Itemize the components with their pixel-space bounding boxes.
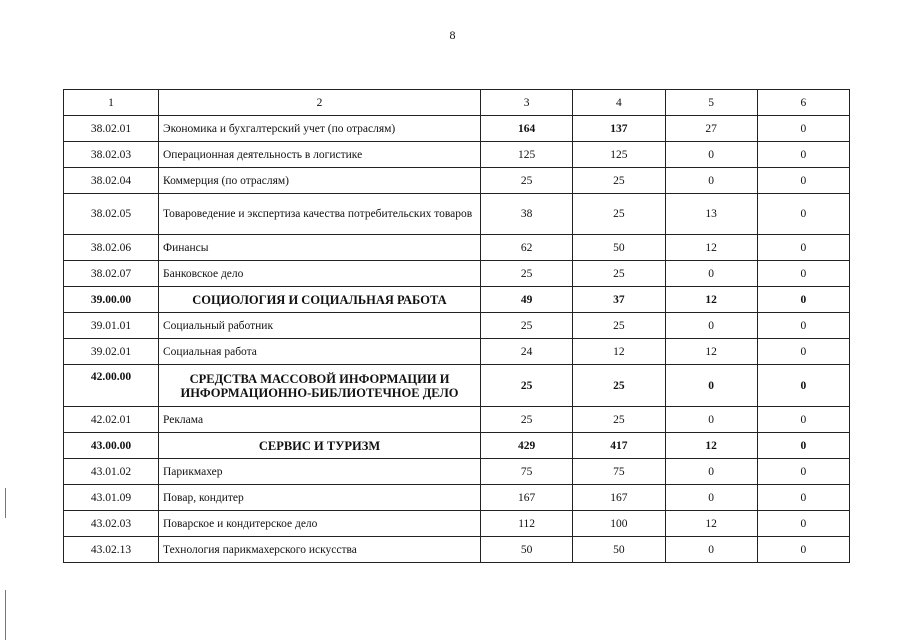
value-col-6: 0 xyxy=(757,459,849,485)
value-col-3: 24 xyxy=(481,339,573,365)
value-col-5: 13 xyxy=(665,194,757,235)
specialty-code: 38.02.01 xyxy=(64,116,159,142)
specialty-code: 38.02.03 xyxy=(64,142,159,168)
value-col-5: 0 xyxy=(665,142,757,168)
specialty-name: Технология парикмахерского искусства xyxy=(159,537,481,563)
table-row xyxy=(64,407,850,433)
specialty-code: 38.02.05 xyxy=(64,194,159,235)
table-row xyxy=(64,485,850,511)
value-col-6: 0 xyxy=(757,313,849,339)
value-col-6: 0 xyxy=(757,287,849,313)
value-col-4: 25 xyxy=(573,313,665,339)
specialty-name: Повар, кондитер xyxy=(159,485,481,511)
value-col-5: 12 xyxy=(665,433,757,459)
specialty-code: 39.01.01 xyxy=(64,313,159,339)
table-row xyxy=(64,194,850,235)
header-col-3: 3 xyxy=(481,90,573,116)
section-code: 42.00.00 xyxy=(64,365,159,407)
value-col-4: 37 xyxy=(573,287,665,313)
specialty-code: 39.02.01 xyxy=(64,339,159,365)
value-col-3: 125 xyxy=(481,142,573,168)
table-header-row xyxy=(64,90,850,116)
value-col-4: 100 xyxy=(573,511,665,537)
value-col-6: 0 xyxy=(757,511,849,537)
header-col-4: 4 xyxy=(573,90,665,116)
value-col-5: 0 xyxy=(665,365,757,407)
value-col-4: 25 xyxy=(573,194,665,235)
value-col-4: 50 xyxy=(573,235,665,261)
value-col-3: 112 xyxy=(481,511,573,537)
table-row xyxy=(64,339,850,365)
value-col-4: 50 xyxy=(573,537,665,563)
value-col-4: 25 xyxy=(573,407,665,433)
value-col-5: 0 xyxy=(665,407,757,433)
value-col-6: 0 xyxy=(757,116,849,142)
specialty-name: Операционная деятельность в логистике xyxy=(159,142,481,168)
header-col-2: 2 xyxy=(159,90,481,116)
value-col-6: 0 xyxy=(757,407,849,433)
value-col-3: 25 xyxy=(481,313,573,339)
specialty-name: Социальный работник xyxy=(159,313,481,339)
specialty-code: 43.01.09 xyxy=(64,485,159,511)
value-col-3: 25 xyxy=(481,365,573,407)
value-col-4: 25 xyxy=(573,261,665,287)
specialty-name: Реклама xyxy=(159,407,481,433)
value-col-5: 0 xyxy=(665,459,757,485)
section-code: 39.00.00 xyxy=(64,287,159,313)
value-col-3: 429 xyxy=(481,433,573,459)
specialty-name: Товароведение и экспертиза качества потребительских товаров xyxy=(159,194,481,235)
specialty-code: 43.02.03 xyxy=(64,511,159,537)
value-col-6: 0 xyxy=(757,142,849,168)
specialty-code: 38.02.04 xyxy=(64,168,159,194)
table-row xyxy=(64,116,850,142)
table-row xyxy=(64,511,850,537)
value-col-3: 25 xyxy=(481,168,573,194)
header-col-6: 6 xyxy=(757,90,849,116)
value-col-4: 417 xyxy=(573,433,665,459)
value-col-6: 0 xyxy=(757,194,849,235)
value-col-3: 50 xyxy=(481,537,573,563)
value-col-5: 12 xyxy=(665,287,757,313)
value-col-3: 38 xyxy=(481,194,573,235)
margin-mark xyxy=(5,590,6,640)
table-row xyxy=(64,537,850,563)
specialty-name: Парикмахер xyxy=(159,459,481,485)
section-row xyxy=(64,433,850,459)
value-col-4: 167 xyxy=(573,485,665,511)
margin-mark xyxy=(5,488,6,518)
value-col-3: 25 xyxy=(481,261,573,287)
value-col-4: 25 xyxy=(573,168,665,194)
value-col-5: 0 xyxy=(665,313,757,339)
value-col-4: 125 xyxy=(573,142,665,168)
value-col-6: 0 xyxy=(757,168,849,194)
value-col-5: 12 xyxy=(665,339,757,365)
table-row xyxy=(64,261,850,287)
allocation-table xyxy=(63,89,850,563)
value-col-5: 12 xyxy=(665,511,757,537)
value-col-5: 0 xyxy=(665,261,757,287)
specialty-name: Коммерция (по отраслям) xyxy=(159,168,481,194)
table-row xyxy=(64,313,850,339)
specialty-code: 42.02.01 xyxy=(64,407,159,433)
table-row xyxy=(64,168,850,194)
specialty-code: 38.02.07 xyxy=(64,261,159,287)
section-name: СЕРВИС И ТУРИЗМ xyxy=(159,433,481,459)
value-col-3: 167 xyxy=(481,485,573,511)
value-col-4: 75 xyxy=(573,459,665,485)
specialty-code: 43.02.13 xyxy=(64,537,159,563)
header-col-5: 5 xyxy=(665,90,757,116)
table-row xyxy=(64,235,850,261)
value-col-5: 0 xyxy=(665,485,757,511)
value-col-3: 25 xyxy=(481,407,573,433)
header-col-1: 1 xyxy=(64,90,159,116)
value-col-3: 49 xyxy=(481,287,573,313)
section-row xyxy=(64,365,850,407)
specialty-name: Финансы xyxy=(159,235,481,261)
page-number: 8 xyxy=(449,28,456,42)
value-col-3: 164 xyxy=(481,116,573,142)
value-col-3: 62 xyxy=(481,235,573,261)
value-col-6: 0 xyxy=(757,339,849,365)
value-col-6: 0 xyxy=(757,433,849,459)
value-col-6: 0 xyxy=(757,261,849,287)
value-col-5: 0 xyxy=(665,168,757,194)
value-col-6: 0 xyxy=(757,537,849,563)
value-col-4: 25 xyxy=(573,365,665,407)
section-name: СРЕДСТВА МАССОВОЙ ИНФОРМАЦИИ И ИНФОРМАЦИОННО-БИБЛИОТЕЧНОЕ ДЕЛО xyxy=(159,365,481,407)
value-col-5: 27 xyxy=(665,116,757,142)
value-col-4: 12 xyxy=(573,339,665,365)
specialty-code: 43.01.02 xyxy=(64,459,159,485)
value-col-4: 137 xyxy=(573,116,665,142)
specialty-code: 38.02.06 xyxy=(64,235,159,261)
specialty-name: Социальная работа xyxy=(159,339,481,365)
specialty-name: Поварское и кондитерское дело xyxy=(159,511,481,537)
table-row xyxy=(64,142,850,168)
value-col-3: 75 xyxy=(481,459,573,485)
section-code: 43.00.00 xyxy=(64,433,159,459)
value-col-5: 0 xyxy=(665,537,757,563)
section-name: СОЦИОЛОГИЯ И СОЦИАЛЬНАЯ РАБОТА xyxy=(159,287,481,313)
section-row xyxy=(64,287,850,313)
value-col-5: 12 xyxy=(665,235,757,261)
specialty-name: Банковское дело xyxy=(159,261,481,287)
value-col-6: 0 xyxy=(757,485,849,511)
specialty-name: Экономика и бухгалтерский учет (по отраслям) xyxy=(159,116,481,142)
value-col-6: 0 xyxy=(757,365,849,407)
value-col-6: 0 xyxy=(757,235,849,261)
table-row xyxy=(64,459,850,485)
